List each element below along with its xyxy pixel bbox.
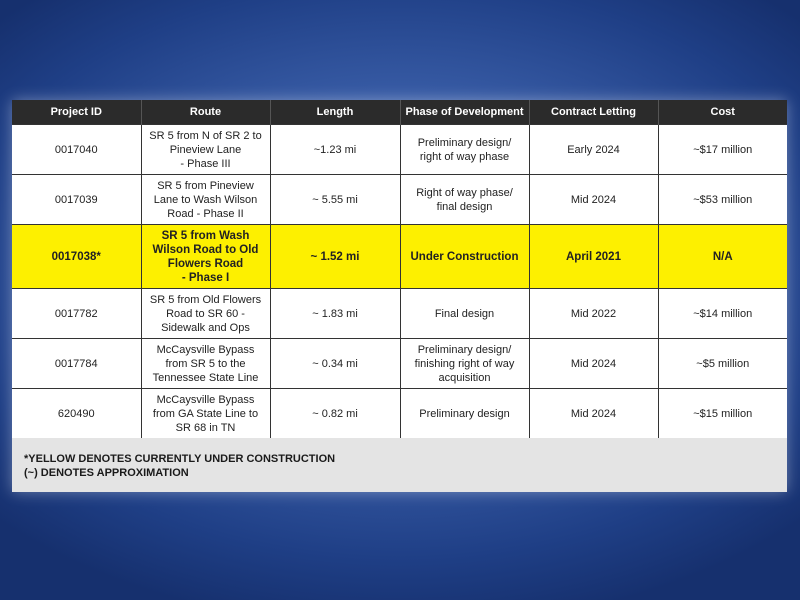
table-header-row [12,100,787,125]
cell-cost: ~$5 million [658,339,787,389]
note-yellow-legend: *YELLOW DENOTES CURRENTLY UNDER CONSTRUCTION [24,453,336,465]
table-row [12,339,787,389]
cell-cost: ~$53 million [658,175,787,225]
cell-project-id: 0017784 [12,339,141,389]
cell-project-id: 620490 [12,389,141,439]
note-approximation-legend: (~) DENOTES APPROXIMATION [24,467,189,479]
cell-contract-letting: April 2021 [529,225,658,289]
project-table-card [12,100,787,492]
cell-route: SR 5 from N of SR 2 to Pineview Lane - Phase III [141,125,270,175]
cell-phase: Preliminary design/ finishing right of way acquisition [400,339,529,389]
cell-cost: ~$14 million [658,289,787,339]
cell-phase: Under Construction [400,225,529,289]
cell-phase: Right of way phase/ final design [400,175,529,225]
cell-phase: Final design [400,289,529,339]
cell-route: SR 5 from Old Flowers Road to SR 60 - Sidewalk and Ops [141,289,270,339]
header-cost: Cost [658,100,787,125]
cell-contract-letting: Mid 2024 [529,175,658,225]
cell-route: SR 5 from Wash Wilson Road to Old Flowers Road - Phase I [141,225,270,289]
table-row-highlighted [12,225,787,289]
table-row [12,289,787,339]
cell-length: ~ 1.52 mi [270,225,400,289]
cell-length: ~ 0.82 mi [270,389,400,439]
cell-length: ~ 5.55 mi [270,175,400,225]
table-row [12,175,787,225]
cell-phase: Preliminary design [400,389,529,439]
header-contract-letting: Contract Letting [529,100,658,125]
cell-contract-letting: Mid 2024 [529,389,658,439]
table-row [12,125,787,175]
cell-phase: Preliminary design/ right of way phase [400,125,529,175]
cell-contract-letting: Mid 2024 [529,339,658,389]
cell-cost: N/A [658,225,787,289]
cell-project-id: 0017038* [12,225,141,289]
header-phase: Phase of Development [400,100,529,125]
header-project-id: Project ID [12,100,141,125]
cell-route: McCaysville Bypass from SR 5 to the Tennessee State Line [141,339,270,389]
header-length: Length [270,100,400,125]
cell-project-id: 0017040 [12,125,141,175]
cell-length: ~1.23 mi [270,125,400,175]
cell-route: SR 5 from Pineview Lane to Wash Wilson Road - Phase II [141,175,270,225]
cell-length: ~ 0.34 mi [270,339,400,389]
project-table [12,100,787,439]
cell-project-id: 0017039 [12,175,141,225]
cell-project-id: 0017782 [12,289,141,339]
table-notes [12,438,787,492]
cell-contract-letting: Mid 2022 [529,289,658,339]
table-row [12,389,787,439]
cell-cost: ~$15 million [658,389,787,439]
cell-cost: ~$17 million [658,125,787,175]
header-route: Route [141,100,270,125]
cell-route: McCaysville Bypass from GA State Line to SR 68 in TN [141,389,270,439]
cell-contract-letting: Early 2024 [529,125,658,175]
cell-length: ~ 1.83 mi [270,289,400,339]
